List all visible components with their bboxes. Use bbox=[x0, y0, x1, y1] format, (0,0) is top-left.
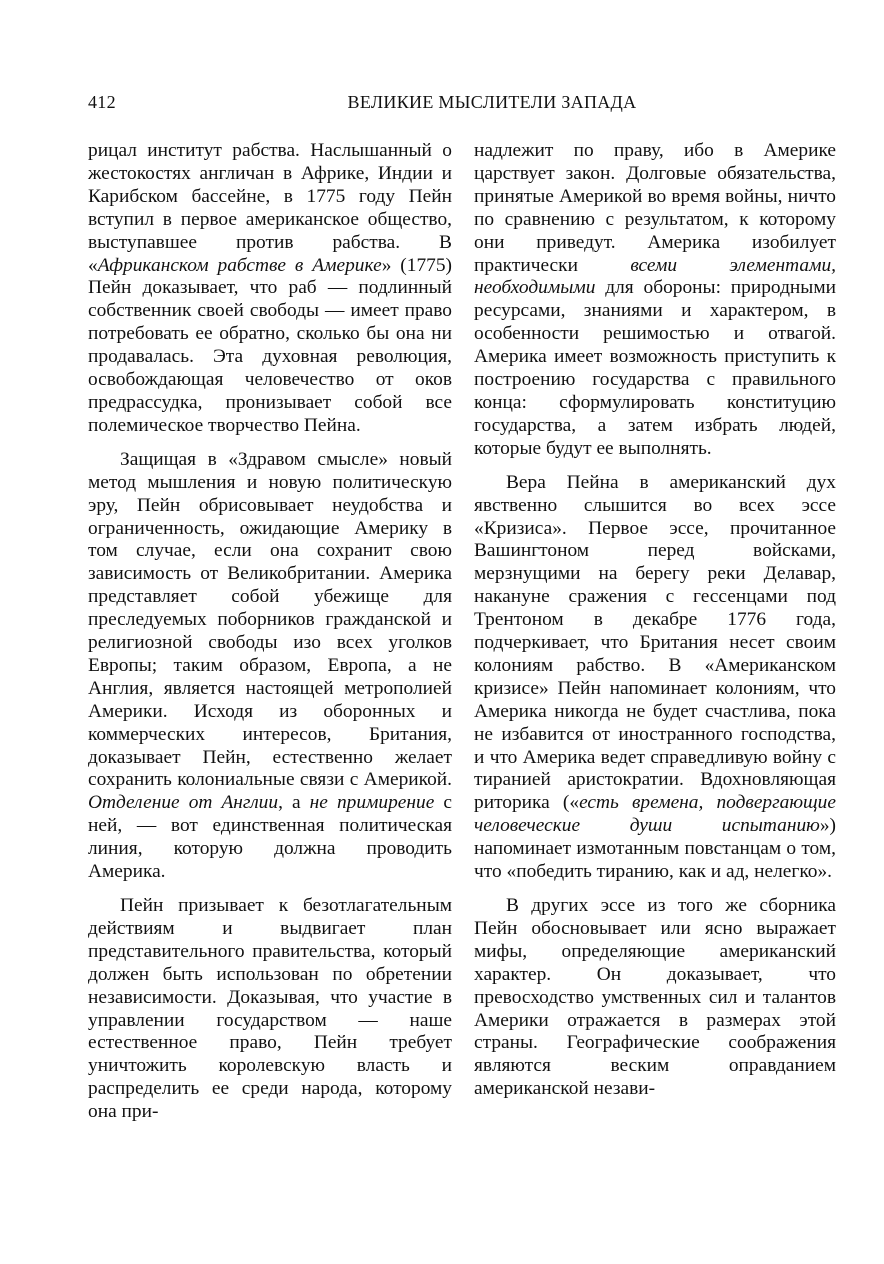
paragraph-common-sense bbox=[88, 449, 452, 884]
left-column bbox=[88, 140, 452, 1124]
italic-work-title: Африканском рабстве в Америке bbox=[97, 254, 382, 276]
paragraph-representative-government bbox=[88, 895, 452, 1124]
text-span: , а bbox=[278, 792, 310, 814]
paragraph-continued-law bbox=[474, 140, 836, 461]
text-span: с ней, — вот единственная политическая линия, которую должна проводить Америка. bbox=[88, 792, 452, 883]
text-span: Защищая в «Здравом смысле» новый метод мышления и новую политическую эру, Пейн обрисовывает неудобства и ограниченность, ожидающие Америку в том случае, если она сохранит свою зависимость от Великобритании. Америка представляет собой убежище для преследуемых поборников гражданской и религиозной свободы изо всех уголков Европы; таким образом, Европа, а не Англия, является настоящей метрополией Америки. Исходя из оборонных и коммерческих интересов, Британия, доказывает Пейн, естественно желает сохранить колониальные связи с Америкой. bbox=[88, 448, 452, 791]
italic-emphasis: не примирение bbox=[309, 792, 435, 814]
text-span: рицал институт рабства. Наслышанный о жестокостях англичан в Африке, Индии и Карибском бассейне, в 1775 году Пейн вступил в первое американское общество, выступавшее против рабства. В « bbox=[88, 140, 452, 276]
text-span: Пейн призывает к безотлагательным действиям и выдвигает план представительного правительства, который должен быть использован по обретении независимости. Доказывая, что участие в управлении государством — наше естественное право, Пейн требует уничтожить королевскую власть и распределить ее среди народа, которому она при- bbox=[88, 895, 452, 1123]
italic-emphasis: всеми элементами, необходимыми bbox=[474, 254, 836, 299]
text-span: для обороны: природными ресурсами, знаниями и характером, в особенности решимостью и отвагой. Америка имеет возможность приступить к построению государства с правильного конца: сформулировать конституцию государства, а затем избрать людей, которые будут ее выполнять. bbox=[474, 277, 836, 459]
text-span: ») напоминает измотанным повстанцам о том, что «победить тиранию, как и ад, нелегко». bbox=[474, 815, 836, 883]
paragraph-american-character bbox=[474, 895, 836, 1101]
paragraph-crisis bbox=[474, 472, 836, 884]
italic-quote: есть времена, подвергающие человеческие души испытанию bbox=[474, 792, 836, 837]
book-title: ВЕЛИКИЕ МЫСЛИТЕЛИ ЗАПАДА bbox=[347, 92, 637, 112]
right-column bbox=[474, 140, 836, 1101]
text-span: надлежит по праву, ибо в Америке царствует закон. Долговые обязательства, принятые Америкой во время войны, ничто по сравнению с результатом, к которому они приведут. Америка изобилует практически bbox=[474, 140, 836, 276]
text-span: » (1775) Пейн доказывает, что раб — подлинный собственник своей свободы — имеет право потребовать ее обратно, сколько бы она ни продавалась. Эта духовная революция, освобождающая человечество от оков предрассудка, пронизывает собой все полемическое творчество Пейна. bbox=[88, 254, 452, 436]
text-span: Вера Пейна в американский дух явственно слышится во всех эссе «Кризиса». Первое эссе, прочитанное Вашингтоном перед войсками, мерзнущими на берегу реки Делавар, накануне сражения с гессенцами под Трентоном в декабре 1776 года, подчеркивает, что Британия несет своим колониям рабство. В «Американском кризисе» Пейн напоминает колониям, что Америка никогда не будет счастлива, пока не избавится от иностранного господства, и что Америка ведет справедливую войну с тиранией аристократии. Вдохновляющая риторика (« bbox=[474, 471, 836, 814]
page-number: 412 bbox=[88, 92, 116, 112]
running-head bbox=[88, 92, 836, 118]
paragraph-continued-slavery bbox=[88, 140, 452, 438]
italic-emphasis: Отделение от Англии bbox=[88, 792, 279, 814]
text-span: В других эссе из того же сборника Пейн обосновывает или ясно выражает мифы, определяющие американский характер. Он доказывает, что превосходство умственных сил и талантов Америки отражается в размерах этой страны. Географические соображения являются веским оправданием американской незави- bbox=[474, 895, 836, 1100]
